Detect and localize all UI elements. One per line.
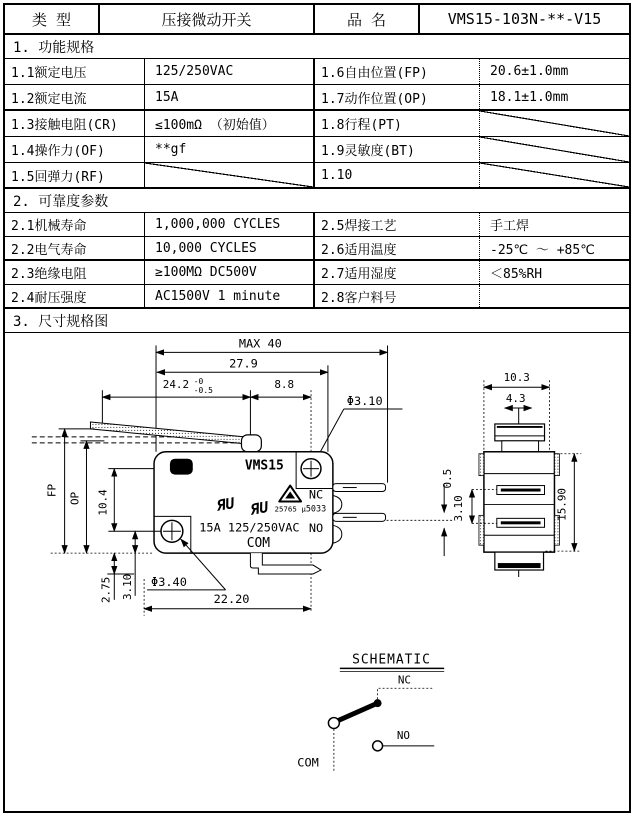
spec-row — [5, 111, 629, 137]
dimension-drawing — [5, 333, 625, 811]
spec-label: 1.1额定电压 — [5, 59, 145, 84]
header-table — [5, 5, 629, 35]
section-title-reliability: 2. 可靠度参数 — [5, 189, 629, 213]
com-label: COM — [246, 536, 271, 552]
side-body — [479, 452, 559, 552]
svg-text:Φ3.40: Φ3.40 — [151, 574, 187, 589]
svg-text:10.3: 10.3 — [503, 371, 530, 385]
spec-label: 2.5焊接工艺 — [315, 213, 480, 236]
spec-value: -25℃ ～ +85℃ — [490, 242, 595, 258]
dimension-3-10-front — [121, 531, 135, 600]
svg-text:3.10: 3.10 — [452, 495, 466, 522]
spec-label: 2.1机械寿命 — [5, 213, 145, 236]
spec-value: ＜85%RH — [490, 267, 543, 282]
spec-value: 15A — [145, 85, 315, 109]
side-view — [452, 371, 581, 577]
terminal-no — [333, 513, 386, 521]
svg-text:4.3: 4.3 — [505, 392, 526, 406]
plunger-post — [241, 435, 261, 452]
spec-value: ≥100MΩ DC500V — [145, 261, 315, 284]
type-value: 压接微动开关 — [100, 5, 315, 33]
schematic-com-pivot — [328, 718, 339, 729]
svg-text:OP: OP — [68, 491, 82, 506]
page-border — [3, 3, 631, 813]
spec-row — [5, 285, 629, 309]
spec-row — [5, 237, 629, 261]
ul-recognized-icon: ЯU — [215, 493, 236, 515]
spec-row — [5, 261, 629, 285]
svg-text:15.90: 15.90 — [555, 488, 569, 521]
empty-cell-diagonal — [480, 111, 629, 136]
type-label: 类 型 — [5, 5, 100, 33]
schematic-no-label: NO — [396, 728, 410, 742]
spec-label: 1.2额定电流 — [5, 85, 145, 109]
spec-value: 18.1±1.0mm — [490, 89, 569, 105]
svg-text:FP: FP — [45, 483, 59, 498]
spec-label: 1.7动作位置(OP) — [315, 85, 480, 109]
schematic-com-label: COM — [297, 755, 319, 770]
schematic-title: SCHEMATIC — [352, 652, 431, 668]
spec-label: 2.4耐压强度 — [5, 285, 145, 307]
svg-text:-0: -0 — [193, 377, 204, 387]
no-label: NO — [308, 521, 324, 536]
ul-recognized-icon: ЯU — [248, 497, 270, 519]
svg-text:27.9: 27.9 — [229, 356, 258, 371]
spec-label: 2.7适用湿度 — [315, 261, 480, 284]
spec-label: 1.3接触电阻(CR) — [5, 111, 145, 136]
spec-label: 2.6适用温度 — [315, 237, 480, 259]
spec-label: 2.2电气寿命 — [5, 237, 145, 259]
dimension-4-3 — [505, 392, 532, 408]
spec-label: 1.10 — [315, 163, 480, 187]
product-name-value: VMS15-103N-**-V15 — [447, 10, 602, 28]
spec-value: 手工焊 — [490, 219, 530, 234]
spec-label: 1.6自由位置(FP) — [315, 59, 480, 84]
svg-text:MAX 40: MAX 40 — [238, 336, 282, 351]
empty-cell — [480, 285, 629, 307]
svg-text:8.8: 8.8 — [274, 378, 295, 392]
empty-cell-diagonal — [480, 163, 629, 187]
side-foot — [495, 552, 544, 570]
spec-label: 1.8行程(PT) — [315, 111, 480, 136]
terminal-com — [250, 553, 321, 574]
schematic-nc-label: NC — [397, 673, 411, 687]
spec-row — [5, 59, 629, 85]
dimension-fp — [46, 429, 95, 553]
spec-label: 1.5回弹力(RF) — [5, 163, 145, 187]
spec-row — [5, 85, 629, 111]
spec-row — [5, 137, 629, 163]
spec-label: 1.4操作力(OF) — [5, 137, 145, 162]
svg-text:24.2: 24.2 — [162, 378, 190, 392]
spec-value: **gf — [145, 137, 315, 162]
spec-value: ≤100mΩ （初始值） — [145, 111, 315, 136]
schematic — [297, 652, 444, 770]
spec-value: 10,000 CYCLES — [145, 237, 315, 259]
dimension-hole-top — [316, 394, 402, 460]
type-code: 5033 — [305, 503, 327, 514]
spec-label: 2.3绝缘电阻 — [5, 261, 145, 284]
section-title-functional: 1. 功能规格 — [5, 35, 629, 59]
spec-row — [5, 163, 629, 189]
section-title-dimensions: 3. 尺寸规格图 — [5, 309, 629, 333]
spec-value: 125/250VAC — [145, 59, 315, 84]
spec-value: AC1500V 1 minute — [145, 285, 315, 307]
spec-label: 1.9灵敏度(BT) — [315, 137, 480, 162]
product-name-label: 品 名 — [315, 5, 420, 33]
svg-text:10.4: 10.4 — [96, 489, 110, 516]
model-text: VMS15 — [244, 458, 284, 474]
svg-text:-0.5: -0.5 — [193, 386, 213, 396]
svg-text:Φ3.10: Φ3.10 — [346, 394, 383, 409]
cert-number: 25765 μ — [274, 504, 306, 514]
dimension-10-4 — [96, 469, 161, 532]
svg-text:3.10: 3.10 — [121, 573, 135, 601]
svg-text:22.20: 22.20 — [213, 591, 250, 606]
empty-cell-diagonal — [145, 163, 315, 187]
spec-value: 20.6±1.0mm — [490, 64, 569, 79]
empty-cell-diagonal — [480, 137, 629, 162]
spec-row — [5, 213, 629, 237]
side-plunger — [495, 424, 545, 452]
lever-arm — [32, 422, 262, 452]
spec-label: 2.8客户料号 — [315, 285, 480, 307]
schematic-lever — [335, 703, 378, 722]
brand-logo-letter: D — [177, 460, 185, 474]
svg-text:0.5: 0.5 — [441, 468, 455, 489]
schematic-no-contact — [373, 741, 383, 751]
spec-value: 1,000,000 CYCLES — [145, 213, 315, 236]
terminal-nc — [333, 484, 386, 492]
nc-label: NC — [308, 487, 324, 502]
dimension-terminal-thickness — [387, 469, 455, 556]
svg-text:2.75: 2.75 — [99, 576, 113, 604]
rating-text: 15A 125/250VAC — [199, 520, 300, 535]
front-view — [32, 336, 454, 615]
